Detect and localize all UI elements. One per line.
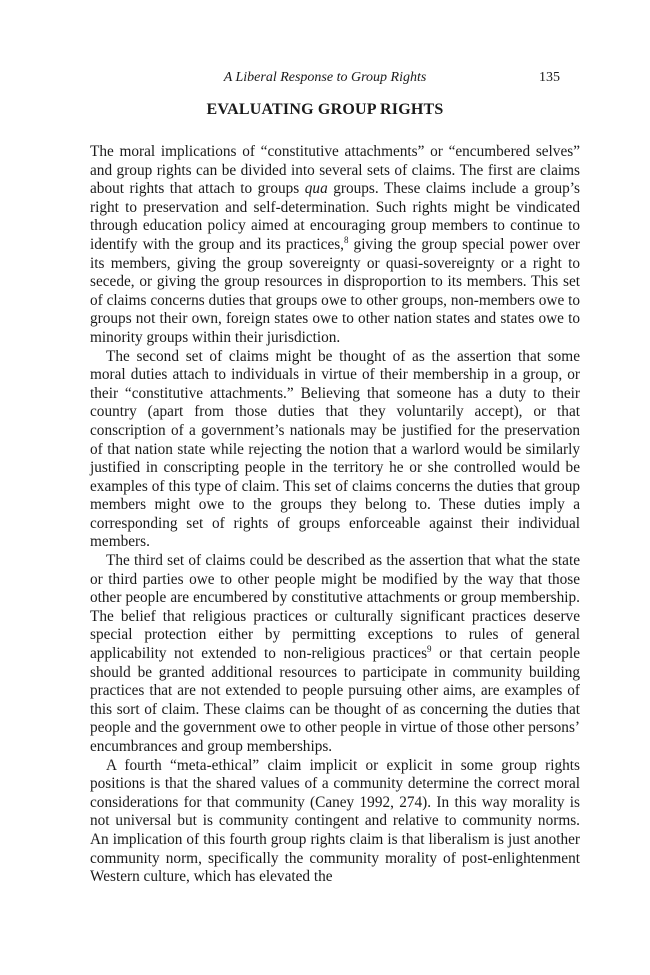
- paragraph-1: [90, 143, 580, 348]
- body-text: [90, 143, 580, 887]
- paragraph-1-text-b: groups. These claims include a group’s right to preservation and self-determination. Such rights might be vindicated through education policy aimed at encouraging group members to continue to identify with the group and its practices,: [90, 180, 580, 253]
- paragraph-1-text-a: The moral implications of “constitutive attachments” or “encumbered selves” and group rights can be divided into several sets of claims. The first are claims about rights that attach to groups: [90, 143, 580, 198]
- running-title: A Liberal Response to Group Rights: [223, 70, 427, 85]
- paragraph-4: A fourth “meta-ethical” claim implicit or explicit in some group rights positions is that the shared values of a community determine the correct moral considerations for that community (Caney 1992, 274). In this way morality is not universal but is community contingent and relative to community norms. An implication of this fourth group rights claim is that liberalism is just another community norm, specifically the community morality of post-enlightenment Western culture, which has elevated the: [90, 756, 580, 886]
- paragraph-3-text-a: The third set of claims could be described as the assertion that what the state or third parties owe to other people might be modified by the way that those other people are encumbered by constitutive attachments or group membership. The belief that religious practices or culturally significant practices deserve special protection either by permitting exceptions to rules of general applicability not extended to non-religious practices: [90, 552, 580, 663]
- paragraph-2: The second set of claims might be thought of as the assertion that some moral duties attach to individuals in virtue of their membership in a group, or their “constitutive attachments.” Believing that someone has a duty to their country (apart from those duties that they voluntarily accept), or that conscription of a government’s nationals may be justified for the preservation of that nation state while rejecting the notion that a warlord would be similarly justified in conscripting people in the territory he or she controlled would be examples of this type of claim. This set of claims concerns the duties that group members might owe to the groups they belong to. These duties imply a corresponding set of rights of groups enforceable against their individual members.: [90, 347, 580, 551]
- section-heading: EVALUATING GROUP RIGHTS: [206, 101, 444, 118]
- paragraph-3: [90, 552, 580, 757]
- paragraph-1-text-c: giving the group special power over its members, giving the group sovereignty or quasi-sovereignty or a right to secede, or giving the group resources in disproportion to its members. This set of claims concerns duties that groups owe to other groups, non-members owe to groups not their own, foreign states owe to other nation states and states owe to minority groups within their jurisdiction.: [90, 235, 581, 346]
- footnote-marker-9: 9: [427, 643, 432, 654]
- footnote-marker-8: 8: [344, 234, 349, 245]
- page-number: 135: [539, 70, 560, 85]
- italic-qua: qua: [304, 180, 328, 198]
- running-head: [90, 70, 560, 90]
- paragraph-3-text-b: or that certain people should be granted additional resources to participate in community building practices that are not extended to people pursuing other aims, are examples of this sort of claim. These claims can be thought of as concerning the duties that people and the government owe to other people in virtue of those other persons’ encumbrances and group memberships.: [90, 645, 580, 755]
